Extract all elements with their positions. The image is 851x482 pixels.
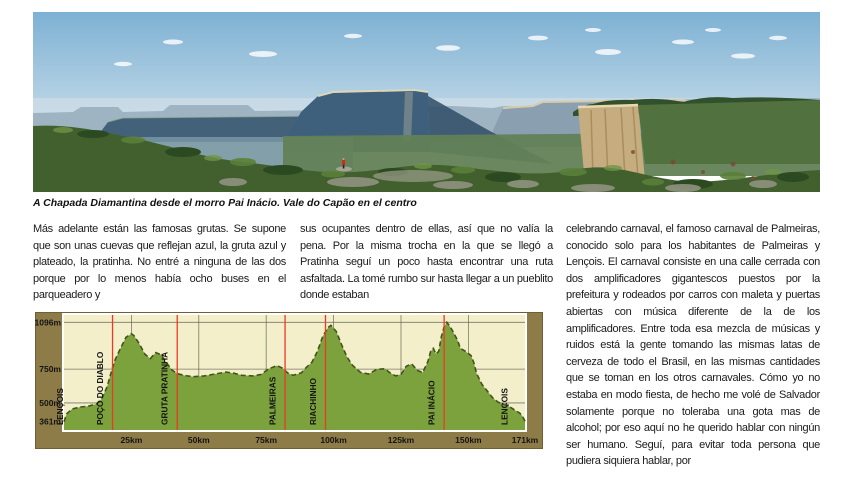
poi-marker-label: PAI INÁCIO (426, 380, 437, 425)
y-tick-label: 1096m (35, 317, 61, 328)
x-tick-label: 50km (187, 435, 210, 445)
x-tick-label: 75km (255, 435, 278, 445)
y-tick-label: 750m (39, 364, 61, 375)
x-tick-label: 171km (511, 435, 539, 445)
poi-marker-label: LENÇOIS (55, 388, 66, 425)
landscape-photo (33, 12, 820, 192)
x-tick-label: 25km (120, 435, 143, 445)
text-column-3: celebrando carnaval, el famoso carnaval de Palmeiras, conocido solo para los habitantes de Palmeiras y Lençois. El carnaval consiste en una calle cerrada con dos amplificadores gigantescos puestos por la prefeitura y rodeados por carros con maleta y puertas abiertas con música diferente de la de los amplificadores. Entre toda esa mezcla de músicas y ruidos está la gente tomando las mismas latas de cerveza de todo el Brasil, en las mismas cantidades que se toman en los otros carnavales. Cómo yo no estaba en modo fiesta, de hecho me volé de Salvador solamente porque no toleraba una gota mas de alcohol; por eso aquí no he querido hablar con ningún ser humano. Seguí, para evitar toda persona que pudiera siquiera hablar, por (566, 223, 820, 468)
poi-marker-label: POÇO DO DIABLO (95, 351, 106, 425)
elevation-profile-chart (35, 312, 543, 449)
text-column-2: sus ocupantes dentro de ellas, así que no valía la pena. Por la misma trocha en la que se llegó a Pratinha seguí un poco hasta encontrar una ruta asfaltada. La tomé rumbo sur hasta llegar a un pueblito donde estaban (300, 223, 553, 302)
poi-marker-label: GRUTA PRATINHA (159, 351, 170, 425)
x-tick-label: 125km (387, 435, 415, 445)
elevation-profile-svg (35, 312, 543, 449)
photo-caption: A Chapada Diamantina desde el morro Pai Inácio. Vale do Capão en el centro (33, 197, 417, 209)
y-tick-label: 361m (39, 416, 61, 427)
text-column-1: Más adelante están las famosas grutas. Se supone que son unas cuevas que reflejan azul, la gruta azul y plateado, la pratinha. No entré a ninguna de las dos porque por lo menos había ocho buses en el parqueadero y (33, 223, 286, 302)
poi-marker-label: RIACHINHO (308, 377, 319, 425)
y-tick-label: 500m (39, 397, 61, 408)
x-tick-label: 100km (320, 435, 347, 445)
poi-marker-label: LENÇOIS (499, 388, 510, 425)
x-tick-label: 150km (455, 435, 482, 445)
poi-marker-label: PALMEIRAS (267, 376, 278, 425)
